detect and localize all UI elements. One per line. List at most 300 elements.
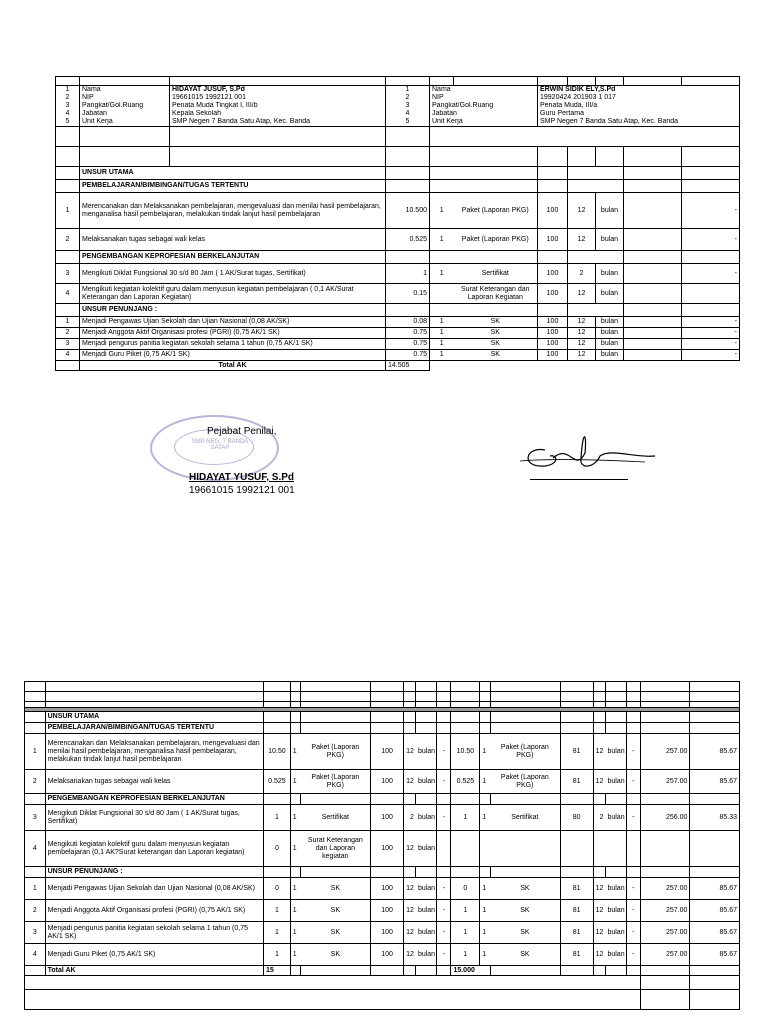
footer-row xyxy=(25,976,740,990)
blank-cell xyxy=(290,692,300,702)
appraisee-index: 2 xyxy=(386,94,430,102)
time-value: 12 xyxy=(568,328,596,339)
blank-cell xyxy=(624,339,682,350)
target-quality: 100 xyxy=(371,770,404,794)
table-cell xyxy=(451,794,480,805)
real-cost: - xyxy=(626,922,640,944)
blank-cell xyxy=(560,682,593,692)
unsur-utama-label: UNSUR UTAMA xyxy=(80,167,386,180)
blank-cell xyxy=(430,77,454,86)
appraiser-field-value: 19661015 1992121 001 xyxy=(170,94,386,102)
total-label: Total AK xyxy=(80,361,386,371)
table-cell xyxy=(538,180,568,193)
table-cell xyxy=(605,794,626,805)
blank-cell xyxy=(404,682,416,692)
credit-value: 10.500 xyxy=(386,193,430,229)
target-time-unit: bulan xyxy=(416,831,437,867)
appraisee-field-value: Guru Pertama xyxy=(538,110,740,118)
activity-row xyxy=(56,350,740,361)
real-time: 2 xyxy=(593,805,605,831)
appraiser-index: 1 xyxy=(56,86,80,95)
activity-row xyxy=(25,944,740,966)
real-time: 12 xyxy=(593,770,605,794)
activity-description: Menjadi Anggota Aktif Organisasi profesi (PGRI) (0,75 AK/1 SK) xyxy=(45,900,263,922)
blank-cell xyxy=(624,350,682,361)
real-credit: 0.525 xyxy=(451,770,480,794)
table-cell xyxy=(480,723,490,734)
activity-description: Merencanakan dan Melaksanakan pembelajaran, mengevaluasi dan menilai hasil pembelajaran, menganalisa hasil pembelajaran, melakukan tindak lanjut hasil pembelajaran xyxy=(80,193,386,229)
real-volume: 1 xyxy=(480,734,490,770)
table-cell xyxy=(560,712,593,723)
quality: 100 xyxy=(538,284,568,304)
table-cell xyxy=(56,361,80,371)
target-quality: 100 xyxy=(371,922,404,944)
table-cell xyxy=(538,167,568,180)
credit-value: 0.15 xyxy=(386,284,430,304)
unsur-penunjang xyxy=(56,304,740,317)
table-cell xyxy=(25,712,46,723)
blank-cell xyxy=(596,147,624,167)
cost-value: - xyxy=(682,328,740,339)
activity-description: Menjadi Guru Piket (0,75 AK/1 SK) xyxy=(80,350,386,361)
pengembangan xyxy=(25,794,740,805)
quality: 100 xyxy=(538,317,568,328)
table-cell xyxy=(437,794,451,805)
cost-value: - xyxy=(682,229,740,251)
time-unit: bulan xyxy=(596,193,624,229)
blank-cell xyxy=(538,147,568,167)
target-volume: 1 xyxy=(290,900,300,922)
table-cell xyxy=(430,180,538,193)
credit-value: 0.75 xyxy=(386,328,430,339)
table-cell xyxy=(640,867,689,878)
appraiser-field-value: Penata Muda Tingkat I, III/b xyxy=(170,102,386,110)
activity-row xyxy=(56,193,740,229)
table-cell xyxy=(690,712,740,723)
table-cell xyxy=(430,167,538,180)
appraisee-field-label: NIP xyxy=(430,94,538,102)
real-quality: 81 xyxy=(560,770,593,794)
table-cell xyxy=(626,723,640,734)
real-time-unit: bulan xyxy=(605,922,626,944)
table-cell xyxy=(640,966,689,976)
real-volume: 1 xyxy=(480,900,490,922)
table-cell xyxy=(593,794,605,805)
table-cell xyxy=(682,180,740,193)
table-cell xyxy=(301,794,371,805)
identity-row xyxy=(56,118,740,127)
table-cell xyxy=(690,794,740,805)
blank-cell xyxy=(490,692,560,702)
real-time-unit: bulan xyxy=(605,805,626,831)
output-unit: SK xyxy=(454,350,538,361)
blank-cell xyxy=(626,682,640,692)
table-cell xyxy=(290,867,300,878)
table-cell xyxy=(25,723,46,734)
output-unit: Paket (Laporan PKG) xyxy=(454,193,538,229)
blank-cell xyxy=(45,682,263,692)
appraiser-field-label: Pangkat/Gol.Ruang xyxy=(80,102,170,110)
pembelajaran-label: PEMBELAJARAN/BIMBINGAN/TUGAS TERTENTU xyxy=(80,180,386,193)
target-time-unit: bulan xyxy=(416,770,437,794)
table-cell xyxy=(560,867,593,878)
target-output-unit: Paket (Laporan PKG) xyxy=(301,734,371,770)
table-cell xyxy=(290,723,300,734)
table-cell xyxy=(640,794,689,805)
time-unit: bulan xyxy=(596,284,624,304)
pejabat-penilai-label: Pejabat Penilai, xyxy=(207,426,277,437)
target-output-unit: SK xyxy=(301,944,371,966)
real-cost: - xyxy=(626,734,640,770)
table-cell xyxy=(25,794,46,805)
score-value: 257.00 xyxy=(640,734,689,770)
quality: 100 xyxy=(538,264,568,284)
total-value: 14.505 xyxy=(386,361,430,371)
blank-cell xyxy=(170,77,386,86)
appraiser-field-value: HIDAYAT JUSUF, S.Pd xyxy=(170,86,386,95)
table-cell xyxy=(56,180,80,193)
table-cell xyxy=(605,966,626,976)
blank-cell xyxy=(56,147,80,167)
table-cell xyxy=(593,966,605,976)
real-quality: 81 xyxy=(560,944,593,966)
target-time: 12 xyxy=(404,831,416,867)
real-output-unit: Paket (Laporan PKG) xyxy=(490,770,560,794)
bottom-assessment-table xyxy=(24,681,740,1010)
target-cost xyxy=(437,831,451,867)
total-row xyxy=(56,361,740,371)
achievement-value: 85.33 xyxy=(690,805,740,831)
target-output-unit: SK xyxy=(301,900,371,922)
activity-description: Menjadi pengurus panitia kegiatan sekolah selama 1 tahun (0,75 AK/1 SK) xyxy=(45,922,263,944)
row-number: 3 xyxy=(56,339,80,350)
blank-cell xyxy=(454,77,538,86)
real-cost: - xyxy=(626,770,640,794)
real-cost: - xyxy=(626,900,640,922)
credit-value: 1 xyxy=(386,264,430,284)
identity-row xyxy=(56,86,740,95)
row-number: 4 xyxy=(25,831,46,867)
table-cell xyxy=(568,251,624,264)
row-number: 4 xyxy=(56,284,80,304)
output-unit: SK xyxy=(454,328,538,339)
header-blank-row xyxy=(56,77,740,86)
blank-cell xyxy=(430,127,740,147)
activity-row xyxy=(25,922,740,944)
blank-cell xyxy=(593,692,605,702)
table-cell xyxy=(404,723,416,734)
real-time-unit: bulan xyxy=(605,900,626,922)
target-cost: - xyxy=(437,944,451,966)
cost-value: - xyxy=(682,350,740,361)
activity-description: Merencanakan dan Melaksanakan pembelajaran, mengevaluasi dan menilai hasil pembelajaran, menganalisa hasil pembelajaran, melakukan tindak lanjut hasil pembelajaran xyxy=(45,734,263,770)
blank-cell xyxy=(560,692,593,702)
activity-description: Melaksanakan tugas sebagai wali kelas xyxy=(80,229,386,251)
target-output-unit: SK xyxy=(301,922,371,944)
table-cell xyxy=(624,251,682,264)
table-cell xyxy=(605,723,626,734)
blank-cell xyxy=(371,692,404,702)
cost-value: - xyxy=(682,264,740,284)
header-row xyxy=(25,682,740,692)
table-cell xyxy=(682,251,740,264)
real-cost: - xyxy=(626,878,640,900)
blank-cell xyxy=(80,147,170,167)
target-credit: 0 xyxy=(264,831,291,867)
target-credit: 1 xyxy=(264,805,291,831)
quality: 100 xyxy=(538,350,568,361)
appraiser-index: 5 xyxy=(56,118,80,127)
blank-cell xyxy=(56,127,80,147)
blank-cell xyxy=(416,692,437,702)
cost-value: - xyxy=(682,339,740,350)
target-time-unit: bulan xyxy=(416,944,437,966)
total-label: Total AK xyxy=(45,966,263,976)
table-cell xyxy=(371,723,404,734)
appraisee-field-label: Unit Kerja xyxy=(430,118,538,127)
table-cell xyxy=(593,723,605,734)
appraisee-index: 5 xyxy=(386,118,430,127)
row-number: 3 xyxy=(25,805,46,831)
blank-cell xyxy=(624,193,682,229)
real-time xyxy=(593,831,605,867)
target-volume: 1 xyxy=(290,831,300,867)
volume: 1 xyxy=(430,317,454,328)
table-cell xyxy=(301,966,371,976)
signature-line xyxy=(530,479,628,480)
target-quality: 100 xyxy=(371,831,404,867)
appraisee-field-label: Jabatan xyxy=(430,110,538,118)
table-cell xyxy=(404,712,416,723)
table-cell xyxy=(490,712,560,723)
blank-cell xyxy=(568,147,596,167)
identity-row xyxy=(56,102,740,110)
row-number: 3 xyxy=(25,922,46,944)
total-row xyxy=(25,966,740,976)
blank-cell xyxy=(682,147,740,167)
table-cell xyxy=(640,976,689,990)
cost-value: - xyxy=(682,317,740,328)
blank-cell xyxy=(626,692,640,702)
appraisee-field-value: Penata Muda, III/a xyxy=(538,102,740,110)
pengembangan-label: PENGEMBANGAN KEPROFESIAN BERKELANJUTAN xyxy=(80,251,386,264)
blank-cell xyxy=(80,127,170,147)
blank-cell xyxy=(624,264,682,284)
credit-value: 0.08 xyxy=(386,317,430,328)
pengembangan xyxy=(56,251,740,264)
time-unit: bulan xyxy=(596,317,624,328)
activity-row xyxy=(25,831,740,867)
table-cell xyxy=(490,723,560,734)
target-time: 12 xyxy=(404,944,416,966)
credit-value: 0.75 xyxy=(386,350,430,361)
blank-cell xyxy=(624,77,682,86)
achievement-value: 85.67 xyxy=(690,734,740,770)
blank-cell xyxy=(301,692,371,702)
table-cell xyxy=(624,180,682,193)
table-cell xyxy=(371,794,404,805)
table-cell xyxy=(386,180,430,193)
real-quality: 81 xyxy=(560,900,593,922)
target-time-unit: bulan xyxy=(416,878,437,900)
table-cell xyxy=(301,712,371,723)
time-unit: bulan xyxy=(596,264,624,284)
blank-cell xyxy=(416,682,437,692)
table-cell xyxy=(264,867,291,878)
activity-description: Menjadi pengurus panitia kegiatan sekolah selama 1 tahun (0,75 AK/1 SK) xyxy=(80,339,386,350)
table-cell xyxy=(25,990,641,1010)
blank-cell xyxy=(690,682,740,692)
real-volume: 1 xyxy=(480,770,490,794)
table-cell xyxy=(416,723,437,734)
target-time-unit: bulan xyxy=(416,900,437,922)
real-volume: 1 xyxy=(480,878,490,900)
table-cell xyxy=(490,966,560,976)
target-volume: 1 xyxy=(290,805,300,831)
target-volume: 1 xyxy=(290,734,300,770)
table-cell xyxy=(690,723,740,734)
output-unit: Surat Keterangan dan Laporan Kegiatan xyxy=(454,284,538,304)
appraiser-index: 2 xyxy=(56,94,80,102)
blank-cell xyxy=(264,682,291,692)
table-cell xyxy=(682,167,740,180)
blank-cell xyxy=(25,682,46,692)
achievement-value: 85.67 xyxy=(690,944,740,966)
score-value: 257.00 xyxy=(640,922,689,944)
table-cell xyxy=(568,167,624,180)
unsur-penunjang-label: UNSUR PENUNJANG : xyxy=(80,304,386,317)
table-cell xyxy=(56,304,80,317)
table-cell xyxy=(25,966,46,976)
blank-cell xyxy=(624,147,682,167)
volume: 1 xyxy=(430,328,454,339)
real-quality: 81 xyxy=(560,922,593,944)
activity-row xyxy=(56,317,740,328)
credit-value: 0.75 xyxy=(386,339,430,350)
unsur-utama xyxy=(56,167,740,180)
table-cell xyxy=(371,966,404,976)
blank-cell xyxy=(430,147,538,167)
achievement-value: 85.67 xyxy=(690,770,740,794)
target-output-unit: Sertifikat xyxy=(301,805,371,831)
time-value: 12 xyxy=(568,229,596,251)
achievement-value: 85.67 xyxy=(690,922,740,944)
real-output-unit xyxy=(490,831,560,867)
table-cell xyxy=(416,794,437,805)
blank-cell xyxy=(640,692,689,702)
table-cell xyxy=(404,867,416,878)
table-cell xyxy=(430,361,740,371)
blank-cell xyxy=(624,284,682,304)
row-number: 1 xyxy=(25,878,46,900)
activity-description: Mengikuti kegiatan kolektif guru dalam menyusun kegiatan pembelajaran ( 0,1 AK/Surat Keterangan dan Laporan Kegiatan) xyxy=(80,284,386,304)
activity-row xyxy=(25,770,740,794)
table-cell xyxy=(386,304,430,317)
table-cell xyxy=(416,966,437,976)
pembelajaran xyxy=(56,180,740,193)
cost-value: - xyxy=(682,193,740,229)
table-cell xyxy=(626,794,640,805)
real-credit: 1 xyxy=(451,922,480,944)
real-time-unit: bulan xyxy=(605,770,626,794)
real-output-unit: SK xyxy=(490,878,560,900)
appraiser-index: 3 xyxy=(56,102,80,110)
volume: 1 xyxy=(430,339,454,350)
real-cost: - xyxy=(626,805,640,831)
target-volume: 1 xyxy=(290,922,300,944)
blank-cell xyxy=(45,692,263,702)
target-quality: 100 xyxy=(371,805,404,831)
unsur-utama-label: UNSUR UTAMA xyxy=(45,712,263,723)
appraiser-field-value: Kepala Sekolah xyxy=(170,110,386,118)
blank-cell xyxy=(301,682,371,692)
real-output-unit: SK xyxy=(490,922,560,944)
output-unit: Sertifikat xyxy=(454,264,538,284)
blank-cell xyxy=(56,77,80,86)
appraiser-field-label: Nama xyxy=(80,86,170,95)
table-cell xyxy=(593,712,605,723)
target-volume: 1 xyxy=(290,944,300,966)
table-cell xyxy=(560,794,593,805)
time-unit: bulan xyxy=(596,339,624,350)
activity-row xyxy=(56,264,740,284)
target-time: 12 xyxy=(404,770,416,794)
appraisee-field-label: Pangkat/Gol.Ruang xyxy=(430,102,538,110)
appraisee-index: 1 xyxy=(386,86,430,95)
time-unit: bulan xyxy=(596,328,624,339)
table-cell xyxy=(682,304,740,317)
volume xyxy=(430,284,454,304)
table-cell xyxy=(624,167,682,180)
blank-cell xyxy=(170,147,386,167)
row-number: 2 xyxy=(25,900,46,922)
activity-row xyxy=(56,328,740,339)
table-cell xyxy=(25,976,641,990)
table-cell xyxy=(560,966,593,976)
table-cell xyxy=(690,990,740,1010)
blank-cell xyxy=(80,77,170,86)
identity-row xyxy=(56,94,740,102)
blank-cell xyxy=(624,328,682,339)
real-volume xyxy=(480,831,490,867)
time-unit: bulan xyxy=(596,350,624,361)
quality: 100 xyxy=(538,193,568,229)
blank-cell xyxy=(640,682,689,692)
blank-cell xyxy=(490,682,560,692)
real-volume: 1 xyxy=(480,805,490,831)
credit-value: 0.525 xyxy=(386,229,430,251)
footer-row xyxy=(25,990,740,1010)
real-output-unit: Paket (Laporan PKG) xyxy=(490,734,560,770)
time-value: 2 xyxy=(568,264,596,284)
target-time: 12 xyxy=(404,734,416,770)
target-credit: 0.525 xyxy=(264,770,291,794)
real-time-unit xyxy=(605,831,626,867)
real-credit: 0 xyxy=(451,878,480,900)
time-value: 12 xyxy=(568,339,596,350)
table-cell xyxy=(437,723,451,734)
table-cell xyxy=(640,723,689,734)
pejabat-name: HIDAYAT YUSUF, S.Pd xyxy=(189,472,295,483)
table-cell xyxy=(640,712,689,723)
appraisee-field-label: Nama xyxy=(430,86,538,95)
section-blank-row xyxy=(56,147,740,167)
score-value: 256.00 xyxy=(640,805,689,831)
row-number: 1 xyxy=(56,317,80,328)
output-unit: SK xyxy=(454,339,538,350)
blank-cell xyxy=(290,682,300,692)
table-cell xyxy=(690,867,740,878)
